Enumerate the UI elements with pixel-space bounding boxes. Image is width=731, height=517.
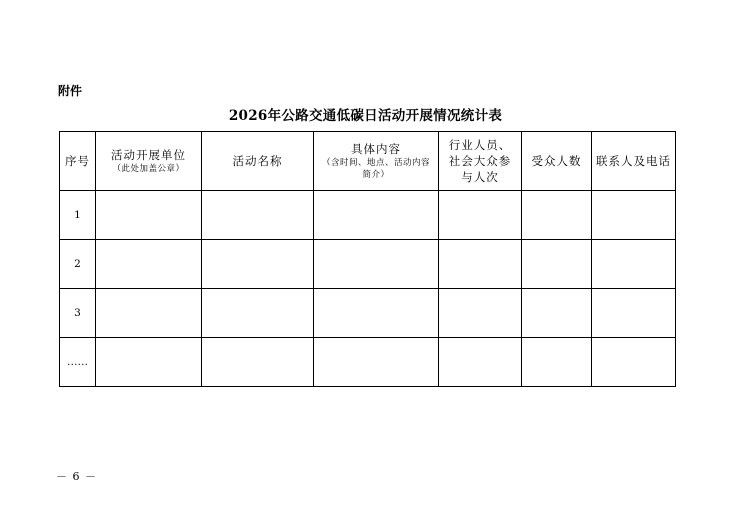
cell-content: [314, 338, 439, 387]
header-unit-main: 活动开展单位: [111, 148, 186, 162]
header-participants: 行业人员、社会大众参与人次: [439, 132, 522, 191]
cell-audience: [522, 240, 592, 289]
cell-contact: [592, 240, 676, 289]
header-content-main: 具体内容: [351, 142, 401, 156]
cell-participants: [439, 338, 522, 387]
header-unit-sub: （此处加盖公章）: [112, 164, 185, 174]
cell-activity-name: [202, 240, 314, 289]
cell-unit: [96, 240, 202, 289]
cell-activity-name: [202, 191, 314, 240]
cell-participants: [439, 240, 522, 289]
cell-contact: [592, 338, 676, 387]
cell-contact: [592, 191, 676, 240]
cell-content: [314, 289, 439, 338]
table-row: [60, 289, 676, 338]
cell-activity-name: [202, 289, 314, 338]
table-title: 2026年公路交通低碳日活动开展情况统计表: [228, 108, 503, 124]
row-seq: 2: [60, 240, 96, 289]
cell-unit: [96, 289, 202, 338]
header-content: [314, 132, 439, 191]
cell-content: [314, 191, 439, 240]
statistics-table: [59, 131, 676, 387]
header-seq: 序号: [60, 132, 96, 191]
table-row: [60, 191, 676, 240]
cell-contact: [592, 289, 676, 338]
cell-unit: [96, 191, 202, 240]
header-contact: 联系人及电话: [592, 132, 676, 191]
cell-audience: [522, 338, 592, 387]
cell-unit: [96, 338, 202, 387]
header-unit: [96, 132, 202, 191]
cell-audience: [522, 191, 592, 240]
header-activity-name: 活动名称: [202, 132, 314, 191]
row-seq: 3: [60, 289, 96, 338]
table-header-row: [60, 132, 676, 191]
cell-participants: [439, 191, 522, 240]
header-content-sub: （含时间、地点、活动内容简介）: [321, 158, 430, 180]
table-row: [60, 240, 676, 289]
attachment-label: 附件: [58, 84, 83, 98]
cell-audience: [522, 289, 592, 338]
row-seq: ……: [60, 338, 96, 387]
page-number: － 6 －: [56, 470, 97, 483]
cell-content: [314, 240, 439, 289]
row-seq: 1: [60, 191, 96, 240]
cell-participants: [439, 289, 522, 338]
header-audience: 受众人数: [522, 132, 592, 191]
cell-activity-name: [202, 338, 314, 387]
table-row: [60, 338, 676, 387]
